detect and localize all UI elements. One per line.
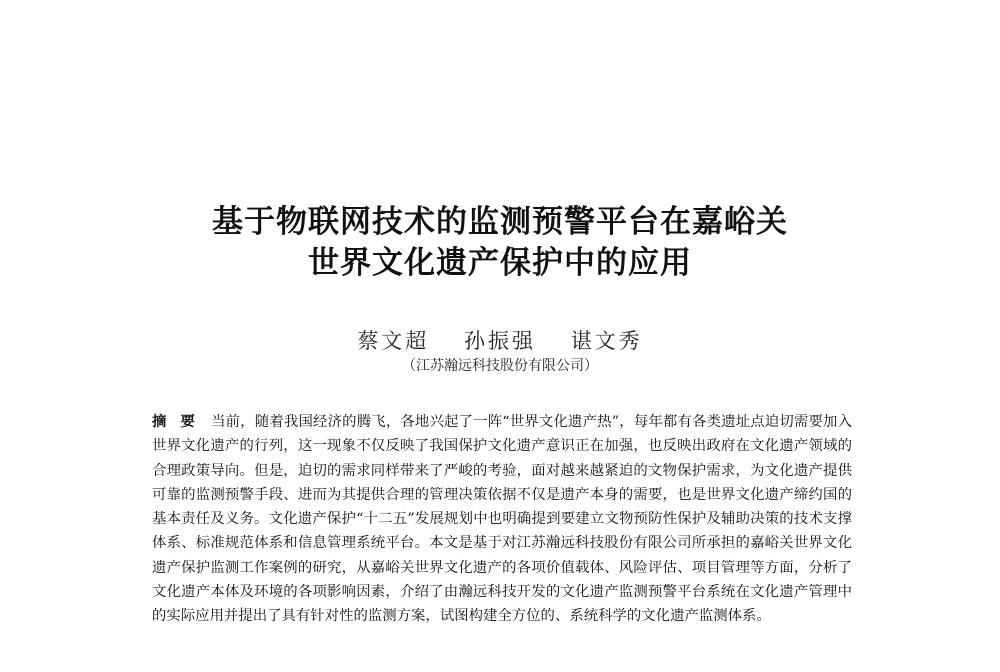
abstract-paragraph (152, 410, 852, 629)
author-affiliation: （江苏瀚远科技股份有限公司） (402, 358, 598, 374)
author-3: 谌文秀 (570, 329, 643, 353)
abstract-label: 摘要 (152, 414, 210, 430)
author-list (0, 327, 1000, 355)
paper-title-line-2: 世界文化遗产保护中的应用 (308, 245, 692, 281)
abstract-text: 当前，随着我国经济的腾飞，各地兴起了一阵“世界文化遗产热”，每年都有各类遗址点迫切需要加入世界文化遗产的行列，这一现象不仅反映了我国保护文化遗产意识正在加强，也反映出政府在文化遗产领域的合理政策导向。但是，迫切的需求同样带来了严峻的考验，面对越来越紧迫的文物保护需求，为文化遗产提供可靠的监测预警手段、进而为其提供合理的管理决策依据不仅是遗产本身的需要，也是世界文化遗产缔约国的基本责任及义务。文化遗产保护“十二五”发展规划中也明确提到要建立文物预防性保护及辅助决策的技术支撑体系、标准规范体系和信息管理系统平台。本文是基于对江苏瀚远科技股份有限公司所承担的嘉峪关世界文化遗产保护监测工作案例的研究，从嘉峪关世界文化遗产的各项价值载体、风险评估、项目管理等方面，分析了文化遗产本体及环境的各项影响因素，介绍了由瀚远科技开发的文化遗产监测预警平台系统在文化遗产管理中的实际应用并提出了具有针对性的监测方案，试图构建全方位的、系统科学的文化遗产监测体系。 (152, 414, 852, 625)
paper-title-line-1: 基于物联网技术的监测预警平台在嘉峪关 (212, 204, 788, 240)
author-2: 孙振强 (464, 329, 536, 353)
author-1: 蔡文超 (357, 329, 430, 353)
